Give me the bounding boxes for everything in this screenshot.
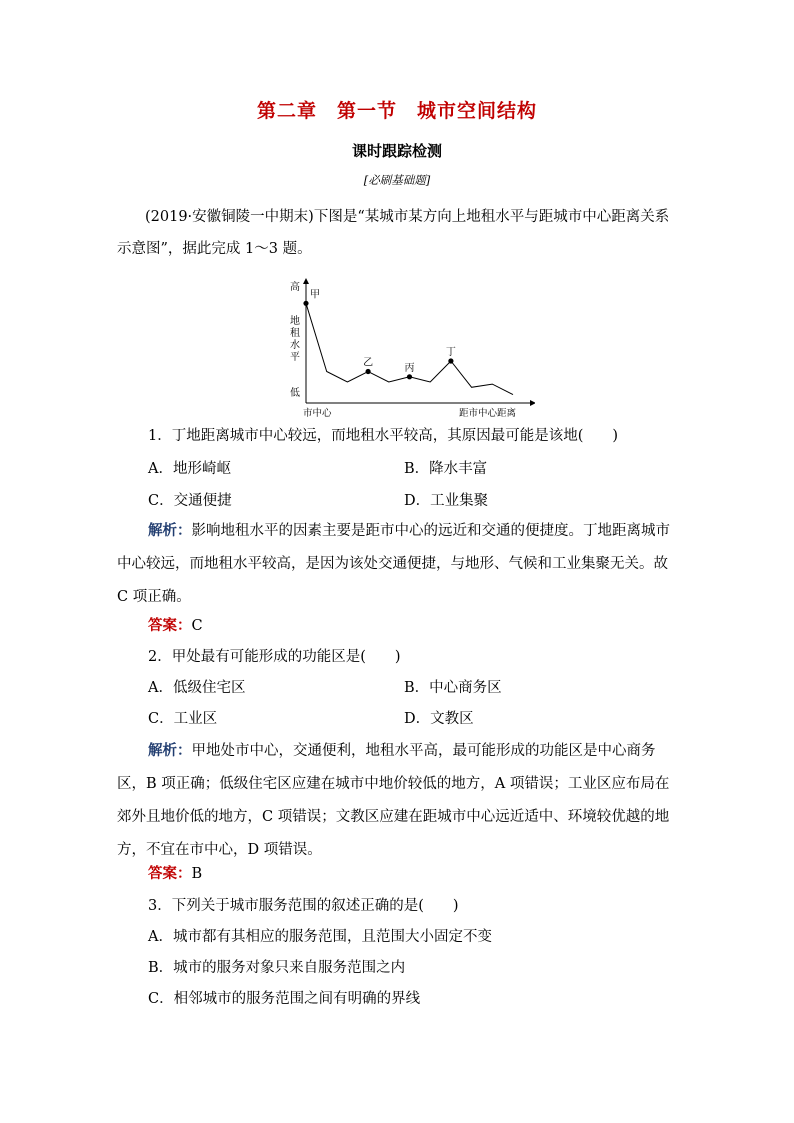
question-2-stem: 2．甲处最有可能形成的功能区是( ) xyxy=(148,649,401,665)
chart-series xyxy=(303,288,513,394)
q1-answer xyxy=(148,614,203,635)
page-subtitle: 课时跟踪检测 xyxy=(351,142,442,160)
q2-option-b: B．中心商务区 xyxy=(404,680,502,696)
point-label-1: 甲 xyxy=(310,289,320,301)
q2-analysis-text: 甲地处市中心，交通便利，地租水平高，最可能形成的功能区是中心商务区，B 项正确；低级住宅区应建在城市中地价较低的地方，A 项错误；工业区应布局在郊外且地价低的地方，C 项错误；文教区应建在距城市中心远近适中、环境较优越的地方，不宜在市中心，D 项错误。 xyxy=(117,743,670,858)
y-low-label: 低 xyxy=(290,388,300,399)
point-marker-3 xyxy=(407,374,412,379)
rent-distance-chart xyxy=(275,276,535,424)
q1-option-c: C．交通便捷 xyxy=(148,493,232,509)
q2-analysis xyxy=(117,734,683,867)
x-origin-label: 市中心 xyxy=(303,408,332,419)
q1-analysis-label: 解析： xyxy=(148,522,192,539)
x-axis-label: 距市中心距离 xyxy=(459,408,517,419)
q2-answer-label: 答案： xyxy=(148,865,192,882)
y-high-label: 高 xyxy=(290,282,300,293)
q3-option-c: C．相邻城市的服务范围之间有明确的界线 xyxy=(148,991,421,1007)
q3-option-a: A．城市都有其相应的服务范围，且范围大小固定不变 xyxy=(148,929,492,945)
question-1-stem: 1．丁地距离城市中心较远，而地租水平较高，其原因最可能是该地( ) xyxy=(148,428,619,444)
q1-option-b: B．降水丰富 xyxy=(404,461,488,477)
q1-option-d: D．工业集聚 xyxy=(404,493,489,509)
x-axis-arrow xyxy=(530,400,535,406)
question-3-stem: 3．下列关于城市服务范围的叙述正确的是( ) xyxy=(148,898,459,914)
q2-option-d: D．文教区 xyxy=(404,711,474,727)
q1-analysis xyxy=(117,514,683,614)
point-label-4: 丁 xyxy=(445,347,456,358)
y-axis-arrow xyxy=(303,278,309,284)
chapter-label: 第二章 xyxy=(256,100,317,122)
section-label: 第一节 xyxy=(336,100,397,122)
q2-analysis-label: 解析： xyxy=(148,742,192,759)
section-tag: [必刷基础题] xyxy=(363,173,431,187)
q2-answer xyxy=(148,862,202,883)
y-axis-label-3: 水 xyxy=(290,340,300,351)
q2-option-c: C．工业区 xyxy=(148,711,218,727)
chapter-title xyxy=(0,96,794,123)
y-axis-label-2: 租 xyxy=(290,328,300,339)
q1-option-a: A．地形崎岖 xyxy=(148,461,231,477)
point-marker-1 xyxy=(303,301,308,306)
y-axis-label-1: 地 xyxy=(290,316,300,327)
point-label-3: 丙 xyxy=(404,362,415,374)
y-axis-label-4: 平 xyxy=(290,352,300,363)
q2-answer-value: B xyxy=(191,866,203,882)
point-marker-2 xyxy=(366,369,371,374)
chart-axes xyxy=(303,278,535,406)
point-label-2: 乙 xyxy=(363,357,374,369)
intro-paragraph: (2019·安徽铜陵一中期末)下图是“某城市某方向上地租水平与距城市中心距离关系示意图”，据此完成 1～3 题。 xyxy=(117,209,670,257)
q1-answer-label: 答案： xyxy=(148,617,192,634)
q1-analysis-text: 影响地租水平的因素主要是距市中心的远近和交通的便捷度。丁地距离城市中心较远，而地租水平较高，是因为该处交通便捷，与地形、气候和工业集聚无关。故 C 项正确。 xyxy=(117,523,670,605)
q2-option-a: A．低级住宅区 xyxy=(148,680,246,696)
q1-answer-value: C xyxy=(191,618,203,634)
point-marker-4 xyxy=(448,358,453,363)
rent-level-line xyxy=(306,303,513,394)
q3-option-b: B．城市的服务对象只来自服务范围之内 xyxy=(148,960,406,976)
topic-label: 城市空间结构 xyxy=(417,100,538,122)
